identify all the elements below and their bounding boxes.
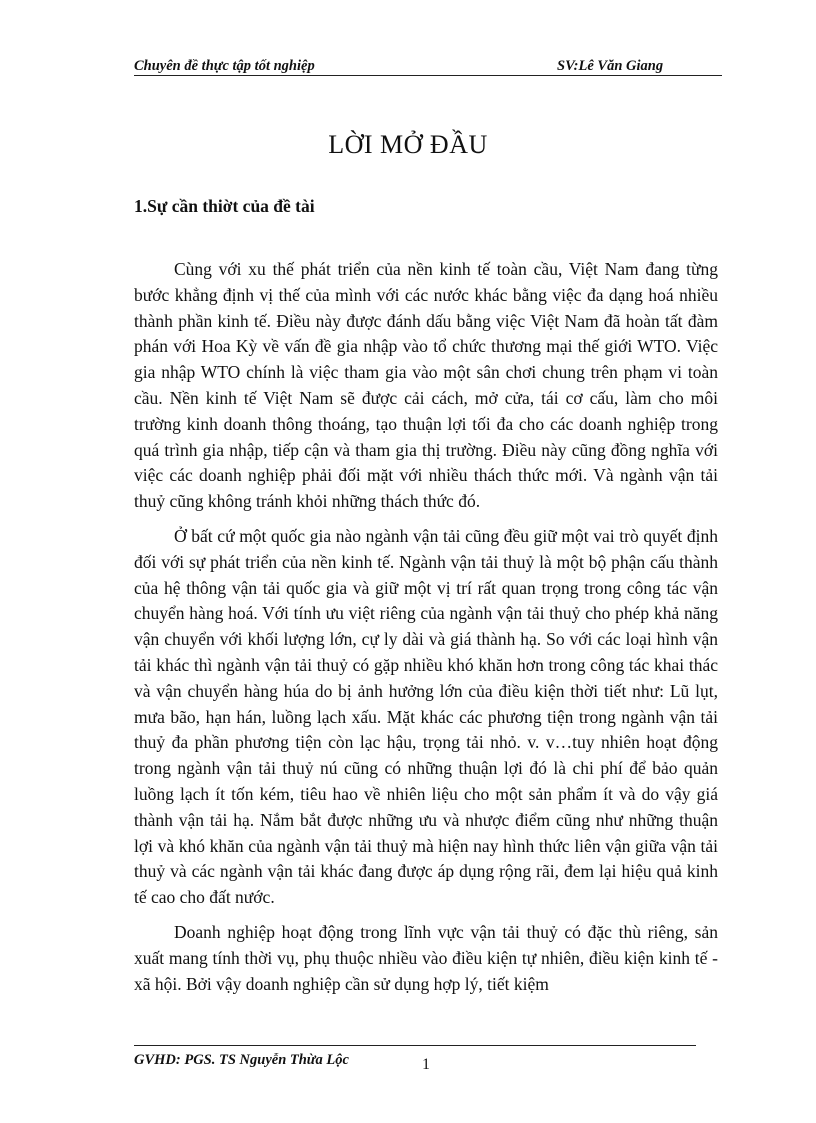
advisor-label: GVHD: PGS. TS Nguyễn Thừa Lộc [134,1052,349,1068]
report-type-label: Chuyên đề thực tập tốt nghiệp [134,58,315,74]
document-body [134,257,718,997]
page-title: LỜI MỞ ĐẦU [328,130,488,159]
paragraph-3: Doanh nghiệp hoạt động trong lĩnh vực vận tải thuỷ có đặc thù riêng, sản xuất mang tính thời vụ, phụ thuộc nhiều vào điều kiện tự nhiên, điều kiện kinh tế - xã hội. Bởi vậy doanh nghiệp cần sử dụng hợp lý, tiết kiệm [134,921,718,994]
paragraph-1: Cùng với xu thế phát triển của nền kinh tế toàn cầu, Việt Nam đang từng bước khẳng định vị thế của mình với các nước khác bằng việc đa dạng hoá nhiều thành phần kinh tế. Điều này được đánh dấu bằng việc Việt Nam đã hoàn tất đàm phán với Hoa Kỳ về vấn đề gia nhập vào tổ chức thương mại thế giới WTO. Việc gia nhập WTO chính là việc tham gia vào một sân chơi chung trên phạm vi toàn cầu. Nền kinh tế Việt Nam sẽ được cải cách, mở cửa, tái cơ cấu, làm cho môi trường kinh doanh thông thoáng, tạo thuận lợi tối đa cho các doanh nghiệp trong quá trình gia nhập, tiếp cận và tham gia thị trường. Điều này cũng đồng nghĩa với việc các doanh nghiệp phải đối mặt với nhiều thách thức mới. Và ngành vận tải thuỷ cũng không tránh khỏi những thách thức đó. [134,259,718,512]
page-header [134,58,722,76]
header-divider [134,75,722,76]
student-name-label: SV:Lê Văn Giang [557,58,664,74]
section-heading: 1.Sự cần thiờt của đề tài [134,196,315,216]
footer-divider [134,1045,696,1046]
paragraph-2: Ở bất cứ một quốc gia nào ngành vận tải cũng đều giữ một vai trò quyết định đối với sự phát triển của nền kinh tế. Ngành vận tải thuỷ là một bộ phận cấu thành của hệ thông vận tải quốc gia và giữ một vị trí rất quan trọng trong công tác vận chuyển hàng hoá. Với tính ưu việt riêng của ngành vận tải thuỷ cho phép khả năng vận chuyển với khối lượng lớn, cự ly dài và giá thành hạ. So với các loại hình vận tải khác thì ngành vận tải thuỷ có gặp nhiều khó khăn hơn trong công tác khai thác và vận chuyển hàng húa do bị ảnh hưởng lớn của điều kiện thời tiết như: Lũ lụt, mưa bão, hạn hán, luồng lạch xấu. Mặt khác các phương tiện trong ngành vận tải thuỷ đa phần phương tiện còn lạc hậu, trọng tải nhỏ. v. v…tuy nhiên hoạt động trong ngành vận tải thuỷ nú cũng có những thuận lợi đó là chi phí để bảo quản luồng lạch ít tốn kém, tiêu hao về nhiên liệu cho một sản phẩm ít và do vậy giá thành vận tải hạ. Nắm bắt được những ưu và nhược điểm cũng như những thuận lợi và khó khăn của ngành vận tải thuỷ mà hiện nay hình thức liên vận giữa vận tải thuỷ và các ngành vận tải khác đang được áp dụng rộng rãi, đem lại hiệu quả kinh tế cao cho đất nước. [134,525,718,908]
page-number: 1 [422,1056,430,1073]
